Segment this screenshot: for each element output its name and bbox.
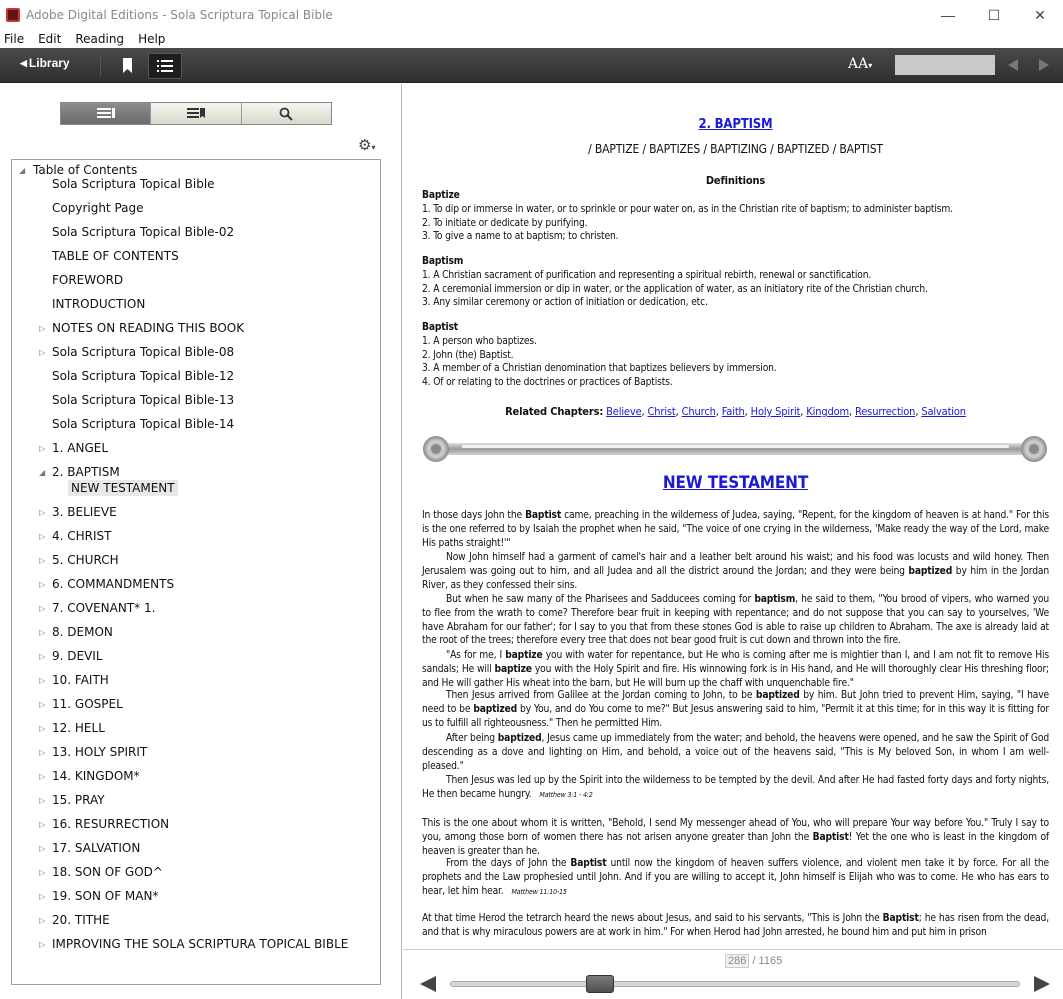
- scripture-paragraph: After being baptized, Jesus came up immediately from the water; and behold, the heavens were opened, and he saw the Spirit of God descending as a dove and lighting on Him, and behold, a voice out of the heavens said, "This is My beloved Son, in whom I am well-pleased.": [422, 733, 1049, 772]
- definition-term: Baptize: [422, 190, 460, 201]
- chapter-subtitle: / BAPTIZE / BAPTIZES / BAPTIZING / BAPTIZED / BAPTIST: [588, 142, 883, 156]
- scripture-paragraph: Then Jesus arrived from Galilee at the Jordan coming to John, to be baptized by him. But John tried to prevent Him, saying, "I have need to be baptized by You, and do You come to me?" But Jesus answering said to him, "Permit it at this time; for in this way it is fitting for us to fulfill all righteousness." Then he permitted Him.: [422, 690, 1049, 729]
- list-icon: [157, 60, 173, 72]
- toc-item[interactable]: 11. GOSPEL: [52, 697, 123, 711]
- definition-line: 1. To dip or immerse in water, or to sprinkle or pour water on, as in the Christian rite of baptism; to administer baptism.: [422, 203, 953, 215]
- toc-item[interactable]: 7. COVENANT* 1.: [52, 601, 156, 615]
- pane-view-switcher: [60, 102, 332, 125]
- expand-triangle-icon[interactable]: ▷: [39, 772, 46, 781]
- toc-item-selected[interactable]: NEW TESTAMENT: [68, 480, 178, 496]
- toc-item[interactable]: 4. CHRIST: [52, 529, 112, 543]
- search-view-tab[interactable]: [242, 103, 331, 124]
- scripture-paragraph: Now John himself had a garment of camel's hair and a leather belt around his waist; and his food was locusts and wild honey. Then Jerusalem was going out to him, and all Judea and all the district around the Jordan; and they were being baptized by him in the Jordan River, as they confessed their sins.: [422, 552, 1049, 591]
- expand-triangle-icon[interactable]: ▷: [39, 532, 46, 541]
- toc-item[interactable]: 2. BAPTISM: [52, 465, 120, 479]
- menu-reading[interactable]: Reading: [75, 32, 125, 46]
- scripture-paragraph: But when he saw many of the Pharisees and Sadducees coming for baptism, he said to them, "You brood of vipers, who warned you to flee from the wrath to come? Therefore bear fruit in keeping with repentance; and do not suppose that you can say to yourselves, 'We have Abraham for our father'; for I say to you that from these stones God is able to raise up children to Abraham. The axe is already laid at the root of the trees; therefore every tree that does not bear good fruit is cut down and thrown into the fire.: [422, 594, 1050, 647]
- definitions-heading: Definitions: [705, 174, 766, 187]
- next-result-icon[interactable]: [1039, 59, 1049, 71]
- toc-item[interactable]: TABLE OF CONTENTS: [52, 249, 179, 263]
- expand-triangle-icon[interactable]: ▷: [39, 844, 46, 853]
- expand-triangle-icon[interactable]: ▷: [39, 628, 46, 637]
- font-size-button[interactable]: [848, 56, 872, 72]
- bookmark-icon[interactable]: [119, 56, 137, 76]
- library-button[interactable]: [20, 56, 70, 70]
- magnifier-icon: [279, 107, 293, 121]
- definition-block: [422, 255, 1049, 310]
- expand-triangle-icon[interactable]: ▷: [39, 892, 46, 901]
- expand-triangle-icon[interactable]: ▷: [39, 604, 46, 613]
- window-title: Adobe Digital Editions - Sola Scriptura Topical Bible: [26, 8, 333, 22]
- expand-triangle-icon[interactable]: ▷: [39, 796, 46, 805]
- toc-item[interactable]: 17. SALVATION: [52, 841, 141, 855]
- page-slider-thumb[interactable]: [586, 975, 614, 993]
- toc-item[interactable]: 6. COMMANDMENTS: [52, 577, 175, 591]
- toc-item[interactable]: Sola Scriptura Topical Bible-02: [52, 225, 235, 239]
- toc-item[interactable]: 5. CHURCH: [52, 553, 119, 567]
- expand-triangle-icon[interactable]: ▷: [39, 916, 46, 925]
- scripture-paragraph: Then Jesus was led up by the Spirit into the wilderness to be tempted by the devil. And after He had fasted forty days and forty nights, He then became hungry. Matthew 3:1 - 4:2: [422, 775, 1049, 800]
- toc-item[interactable]: INTRODUCTION: [52, 297, 146, 311]
- expand-triangle-icon[interactable]: ▷: [39, 652, 46, 661]
- related-chapter-link[interactable]: Church: [681, 405, 716, 418]
- related-chapter-link[interactable]: Resurrection: [855, 405, 916, 418]
- toc-tree: [11, 159, 381, 985]
- definition-line: 2. To initiate or dedicate by purifying.: [422, 217, 588, 229]
- scroll-divider-ornament: [422, 435, 1049, 465]
- toc-item[interactable]: 3. BELIEVE: [52, 505, 117, 519]
- bookmarks-list-icon: [187, 108, 205, 120]
- expand-triangle-icon[interactable]: ▷: [39, 724, 46, 733]
- definition-line: 4. Of or relating to the doctrines or practices of Baptists.: [422, 377, 673, 389]
- expand-triangle-icon[interactable]: ▷: [39, 324, 46, 333]
- font-size-label: AA: [848, 56, 869, 72]
- toc-item[interactable]: Sola Scriptura Topical Bible-12: [52, 369, 235, 383]
- menu-file[interactable]: File: [4, 32, 25, 46]
- maximize-button[interactable]: ☐: [987, 6, 1001, 23]
- definition-line: 2. John (the) Baptist.: [422, 349, 514, 361]
- related-chapters-label: Related Chapters:: [505, 405, 604, 418]
- related-chapter-link[interactable]: Believe: [606, 405, 642, 418]
- expand-triangle-icon[interactable]: ▷: [39, 580, 46, 589]
- expand-triangle-icon[interactable]: ▷: [39, 444, 46, 453]
- expand-triangle-icon[interactable]: ▷: [39, 940, 46, 949]
- collapse-triangle-icon[interactable]: ◢: [19, 166, 26, 175]
- expand-triangle-icon[interactable]: ▷: [39, 556, 46, 565]
- toc-item[interactable]: 9. DEVIL: [52, 649, 103, 663]
- app-icon: [6, 8, 20, 22]
- next-page-icon[interactable]: [1034, 976, 1050, 992]
- toc-item[interactable]: Sola Scriptura Topical Bible: [52, 177, 215, 191]
- definition-line: 3. Any similar ceremony or action of initiation or dedication, etc.: [422, 297, 708, 309]
- toc-item[interactable]: 10. FAITH: [52, 673, 109, 687]
- related-chapter-link[interactable]: Christ: [647, 405, 676, 418]
- toc-item[interactable]: IMPROVING THE SOLA SCRIPTURA TOPICAL BIBLE: [52, 937, 349, 951]
- toc-view-tab[interactable]: [61, 103, 151, 124]
- toc-root[interactable]: Table of Contents: [33, 163, 138, 177]
- scripture-paragraph: In those days John the Baptist came, preaching in the wilderness of Judea, saying, "Repent, for the kingdom of heaven is at hand." For this is the one referred to by Isaiah the prophet when he said, "The voice of one crying in the wilderness, 'Make ready the way of the Lord, make His paths straight!'": [422, 510, 1049, 549]
- title-bar: [0, 0, 1063, 30]
- expand-triangle-icon[interactable]: ▷: [39, 508, 46, 517]
- scripture-paragraph: "As for me, I baptize you with water for repentance, but He who is coming after me is mightier than I, and I am not fit to remove His sandals; He will baptize you with the Holy Spirit and fire. His winnowing fork is in His hand, and He will thoroughly clear His threshing floor; and He will gather His wheat into the barn, but He will burn up the chaff with unquenchable fire.": [422, 650, 1050, 689]
- definition-line: 2. A ceremonial immersion or dip in water, or the application of water, as an initiatory rite of the Christian church.: [422, 283, 928, 295]
- menu-edit[interactable]: Edit: [38, 32, 62, 46]
- toc-item[interactable]: Sola Scriptura Topical Bible-08: [52, 345, 235, 359]
- minimize-button[interactable]: —: [941, 7, 955, 23]
- toc-item[interactable]: 13. HOLY SPIRIT: [52, 745, 148, 759]
- toc-item[interactable]: 1. ANGEL: [52, 441, 109, 455]
- definition-block: [422, 189, 1049, 244]
- related-chapter-link[interactable]: Holy Spirit: [750, 405, 801, 418]
- definition-line: 1. A Christian sacrament of purification and representing a spiritual rebirth, renewal or sanctification.: [422, 269, 872, 281]
- close-button[interactable]: ✕: [1034, 6, 1046, 23]
- expand-triangle-icon[interactable]: ▷: [39, 676, 46, 685]
- menu-bar: [0, 30, 1063, 48]
- toc-item[interactable]: 8. DEMON: [52, 625, 113, 639]
- toolbar-divider: [100, 54, 101, 76]
- toc-item[interactable]: 14. KINGDOM*: [52, 769, 140, 783]
- related-chapter-link[interactable]: Kingdom: [806, 405, 850, 418]
- back-arrow-icon: ◀: [20, 57, 27, 68]
- gear-icon[interactable]: ⚙▾: [358, 137, 376, 154]
- definition-line: 1. A person who baptizes.: [422, 335, 537, 347]
- definition-term: Baptist: [422, 322, 459, 333]
- reading-pane: [403, 84, 1063, 949]
- toc-item[interactable]: Sola Scriptura Topical Bible-13: [52, 393, 235, 407]
- toc-item[interactable]: FOREWORD: [52, 273, 124, 287]
- previous-page-icon[interactable]: [420, 976, 436, 992]
- definition-block: [422, 321, 1049, 390]
- section-title-new-testament[interactable]: NEW TESTAMENT: [662, 473, 809, 493]
- bookmarks-view-tab[interactable]: [151, 103, 241, 124]
- previous-result-icon[interactable]: [1008, 59, 1018, 71]
- chapter-title[interactable]: 2. BAPTISM: [698, 117, 773, 132]
- expand-triangle-icon[interactable]: ▷: [39, 748, 46, 757]
- dropdown-caret-icon: ▾: [868, 61, 873, 70]
- toc-item[interactable]: 19. SON OF MAN*: [52, 889, 159, 903]
- related-chapter-link[interactable]: Salvation: [921, 405, 966, 418]
- current-page-field[interactable]: 286: [725, 954, 749, 968]
- definition-line: 3. A member of a Christian denomination that baptizes believers by immersion.: [422, 363, 777, 375]
- scripture-paragraph: This is the one about whom it is written, "Behold, I send My messenger ahead of You, who will prepare Your way before You." Truly I say to you, among those born of women there has not arisen anyone greater than John the Baptist! Yet the one who is least in the kingdom of heaven is greater than he.: [422, 818, 1049, 857]
- scripture-paragraph: From the days of John the Baptist until now the kingdom of heaven suffers violence, and violent men take it by force. For all the prophets and the Law prophesied until John. And if you are willing to accept it, John himself is Elijah who was to come. He who has ears to hear, let him hear. Matthew 11:10-15: [422, 858, 1049, 897]
- toc-list-icon: [97, 108, 115, 120]
- toc-item[interactable]: 18. SON OF GOD^: [52, 865, 163, 879]
- related-chapters: Related Chapters: Believe, Christ, Church, Faith, Holy Spirit, Kingdom, Resurrection, Salvation: [505, 405, 966, 418]
- related-chapter-link[interactable]: Faith: [721, 405, 745, 418]
- expand-triangle-icon[interactable]: ▷: [39, 820, 46, 829]
- toc-item[interactable]: Sola Scriptura Topical Bible-14: [52, 417, 235, 431]
- expand-triangle-icon[interactable]: ▷: [39, 700, 46, 709]
- toc-toggle-button[interactable]: [148, 53, 182, 79]
- total-pages: / 1165: [752, 955, 783, 967]
- collapse-triangle-icon[interactable]: ◢: [39, 468, 46, 477]
- menu-help[interactable]: Help: [138, 32, 166, 46]
- page-slider-track[interactable]: [450, 981, 1020, 987]
- toc-item[interactable]: 16. RESURRECTION: [52, 817, 170, 831]
- toc-item[interactable]: 15. PRAY: [52, 793, 105, 807]
- page-indicator: [725, 955, 782, 967]
- definition-term: Baptism: [422, 256, 464, 267]
- toc-item[interactable]: 20. TITHE: [52, 913, 110, 927]
- window-controls: [925, 0, 1063, 30]
- definition-line: 3. To give a name to at baptism; to christen.: [422, 231, 619, 243]
- scripture-paragraph: At that time Herod the tetrarch heard the news about Jesus, and said to his servants, "This is John the Baptist; he has risen from the dead, and that is why miraculous powers are at work in him." For when Herod had John arrested, he bound him and put him in prison: [422, 913, 1049, 938]
- expand-triangle-icon[interactable]: ▷: [39, 868, 46, 877]
- library-label: Library: [28, 56, 70, 70]
- expand-triangle-icon[interactable]: ▷: [39, 348, 46, 357]
- toc-item[interactable]: 12. HELL: [52, 721, 105, 735]
- toc-item[interactable]: Copyright Page: [52, 201, 144, 215]
- toc-item[interactable]: NOTES ON READING THIS BOOK: [52, 321, 245, 335]
- search-input[interactable]: [895, 55, 995, 75]
